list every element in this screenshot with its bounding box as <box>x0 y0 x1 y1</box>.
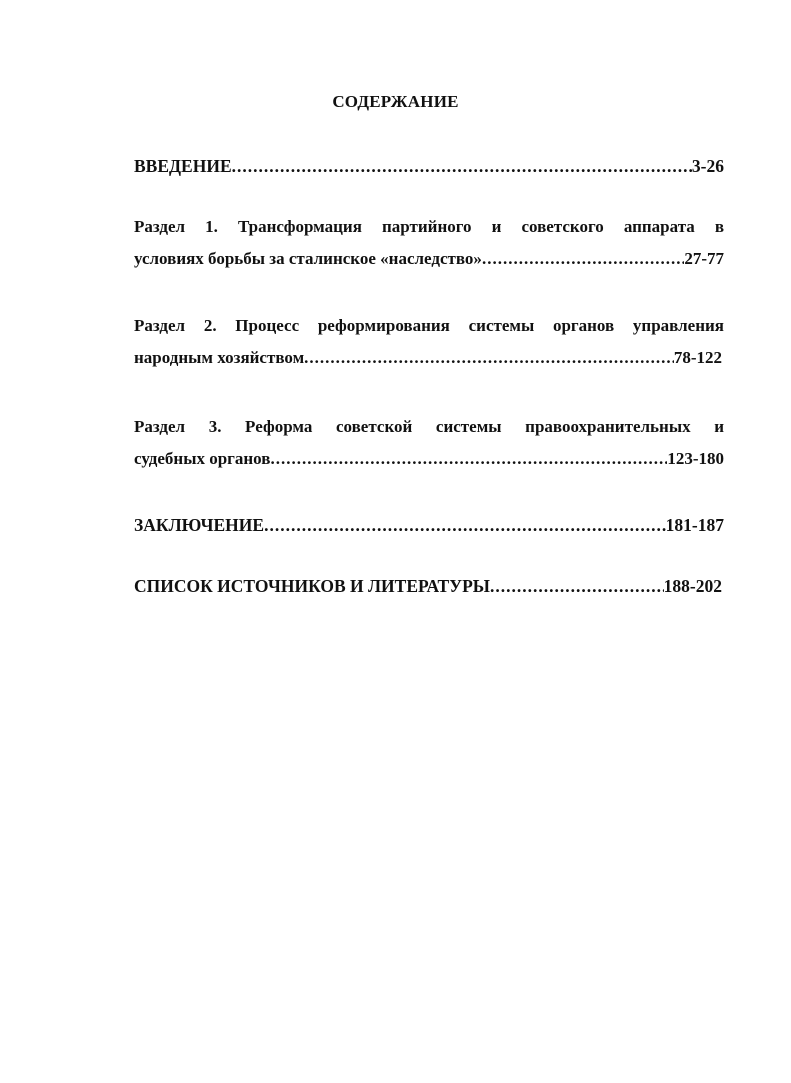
toc-entry-title-line-2: судебных органов <box>134 449 271 468</box>
toc-line <box>134 150 724 182</box>
toc-entry-title-line-2: условиях борьбы за сталинское «наследство» <box>134 249 482 268</box>
toc-line <box>134 570 722 602</box>
toc-entry-section-1 <box>134 211 724 275</box>
toc-entry-title: ЗАКЛЮЧЕНИЕ <box>134 515 265 535</box>
toc-leader-dots <box>232 150 692 182</box>
toc-page-range: 27-77 <box>684 249 724 268</box>
toc-line <box>134 509 724 541</box>
toc-line <box>134 443 724 475</box>
toc-entry-section-3 <box>134 411 724 475</box>
toc-entry-title-line-2: народным хозяйством <box>134 348 305 367</box>
toc-entry-bibliography <box>134 570 722 602</box>
toc-leader-dots <box>490 570 664 602</box>
toc-line <box>134 342 722 374</box>
toc-entry-section-2 <box>134 310 724 374</box>
toc-page-range: 78-122 <box>673 348 722 367</box>
toc-page-range: 188-202 <box>663 576 722 596</box>
toc-entry-conclusion <box>134 509 724 541</box>
toc-entry-introduction <box>134 150 724 182</box>
page-title: СОДЕРЖАНИЕ <box>332 92 459 111</box>
toc-page-range: 3-26 <box>691 156 724 176</box>
toc-entry-title: ВВЕДЕНИЕ <box>134 156 232 176</box>
toc-leader-dots <box>270 443 667 475</box>
toc-entry-title-line-1: Раздел 3. Реформа советской системы правоохранительных и <box>134 417 724 436</box>
toc-leader-dots <box>304 342 674 374</box>
toc-leader-dots <box>482 243 684 275</box>
toc-entry-title-line-1: Раздел 2. Процесс реформирования системы органов управления <box>134 316 724 335</box>
toc-entry-title-line-1: Раздел 1. Трансформация партийного и советского аппарата в <box>134 217 724 236</box>
toc-leader-dots <box>264 509 666 541</box>
toc-page-range: 123-180 <box>667 449 724 468</box>
toc-line <box>134 243 724 275</box>
toc-entry-title: СПИСОК ИСТОЧНИКОВ И ЛИТЕРАТУРЫ <box>134 576 490 596</box>
toc-page-range: 181-187 <box>665 515 724 535</box>
